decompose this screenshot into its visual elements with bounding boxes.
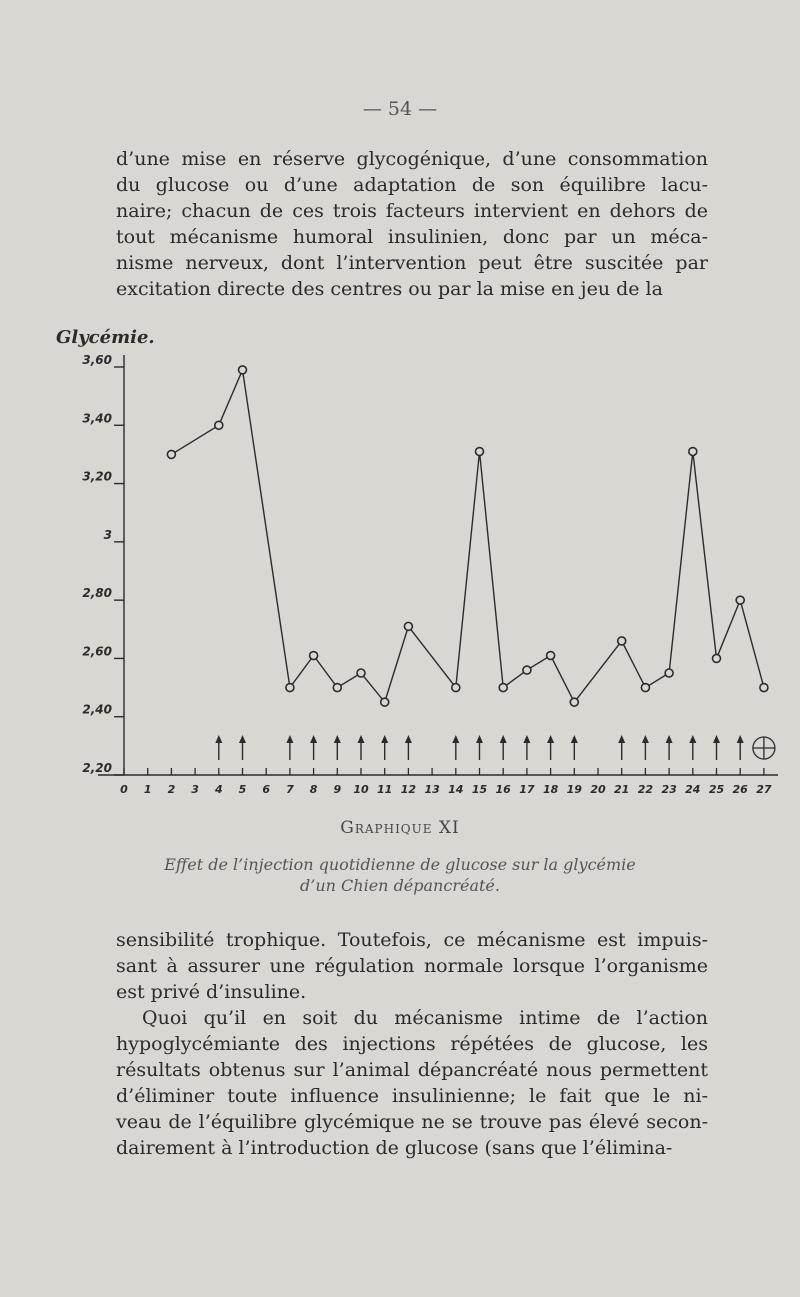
x-tick-label: 1	[143, 783, 152, 796]
injection-arrow-head	[642, 735, 649, 743]
x-tick-label: 13	[424, 783, 440, 796]
caption-line: d’un Chien dépancréaté.	[300, 876, 500, 895]
text-line: nisme nerveux, dont l’intervention peut être suscitée par	[116, 252, 708, 274]
data-point	[476, 448, 484, 456]
x-tick-label: 9	[333, 783, 342, 796]
x-tick-label: 22	[637, 783, 654, 796]
x-tick-label: 16	[495, 783, 511, 796]
y-tick-label: 2,80	[82, 586, 112, 601]
data-point	[357, 669, 365, 677]
injection-arrow-head	[737, 735, 744, 743]
data-point	[452, 684, 460, 692]
x-tick-label: 18	[542, 783, 559, 796]
text-line: Quoi qu’il en soit du mécanisme intime de l’action	[142, 1007, 708, 1029]
injection-arrow-head	[500, 735, 507, 743]
x-tick-label: 10	[353, 783, 369, 796]
injection-arrow-head	[405, 735, 412, 743]
data-point	[333, 684, 341, 692]
x-tick-label: 0	[120, 783, 128, 796]
y-axis-label: Glycémie.	[56, 327, 155, 348]
text-line: sensibilité trophique. Toutefois, ce mécanisme est impuis-	[116, 929, 708, 951]
paragraph-next	[116, 1005, 708, 1161]
x-tick-label: 20	[590, 783, 606, 796]
data-point	[547, 652, 555, 660]
text-line: sant à assurer une régulation normale lorsque l’organisme	[116, 955, 708, 977]
x-tick-label: 2	[167, 783, 176, 796]
injection-arrow-head	[452, 735, 459, 743]
data-point	[523, 666, 531, 674]
y-tick-label: 2,40	[82, 702, 112, 717]
text-line: excitation directe des centres ou par la mise en jeu de la	[116, 278, 663, 300]
injection-arrow-head	[215, 735, 222, 743]
data-point	[286, 684, 294, 692]
data-point	[570, 698, 578, 706]
injection-arrow-head	[310, 735, 317, 743]
text-line: d’une mise en réserve glycogénique, d’une consommation	[116, 148, 708, 170]
x-tick-label: 14	[448, 783, 464, 796]
data-point	[239, 366, 247, 374]
injection-arrow-head	[381, 735, 388, 743]
injection-arrow-head	[713, 735, 720, 743]
x-tick-label: 4	[214, 783, 223, 796]
data-point	[404, 622, 412, 630]
x-tick-label: 12	[400, 783, 417, 796]
x-tick-label: 21	[614, 783, 630, 796]
data-point	[215, 421, 223, 429]
y-tick-label: 3	[103, 527, 112, 542]
paragraph-bottom	[116, 927, 708, 1005]
x-tick-label: 26	[732, 783, 748, 796]
text-line: du glucose ou d’une adaptation de son équilibre lacu-	[116, 174, 708, 196]
x-tick-label: 17	[519, 783, 535, 796]
data-point	[713, 654, 721, 662]
y-tick-label: 3,60	[82, 353, 112, 367]
series-line	[171, 370, 764, 702]
text-line: dairement à l’introduction de glucose (sans que l’élimina-	[116, 1137, 673, 1159]
y-tick-label: 3,40	[82, 411, 112, 426]
data-point	[641, 684, 649, 692]
x-tick-label: 11	[377, 783, 393, 796]
injection-arrow-head	[286, 735, 293, 743]
injection-arrow-head	[523, 735, 530, 743]
y-tick-label: 2,20	[82, 761, 112, 775]
x-tick-label: 6	[262, 783, 271, 796]
data-point	[736, 596, 744, 604]
injection-arrow-head	[618, 735, 625, 743]
data-point	[618, 637, 626, 645]
data-point	[760, 684, 768, 692]
data-point	[381, 698, 389, 706]
x-tick-label: 8	[309, 783, 318, 796]
figure-caption	[0, 854, 800, 896]
y-tick-label: 3,20	[82, 469, 112, 484]
text-line: naire; chacun de ces trois facteurs intervient en dehors de	[116, 200, 708, 222]
data-point	[665, 669, 673, 677]
x-tick-label: 5	[238, 783, 247, 796]
x-tick-label: 25	[708, 783, 725, 796]
figure-title: Graphique XI	[340, 818, 460, 838]
injection-arrow-head	[666, 735, 673, 743]
x-tick-label: 24	[685, 783, 701, 796]
injection-arrow-head	[547, 735, 554, 743]
text-line: est privé d’insuline.	[116, 981, 307, 1003]
x-tick-label: 3	[191, 783, 199, 796]
x-tick-label: 27	[756, 783, 772, 796]
page-number: — 54 —	[362, 98, 438, 120]
data-point	[310, 652, 318, 660]
x-tick-label: 19	[566, 783, 582, 796]
x-tick-label: 7	[286, 783, 294, 796]
text-line: tout mécanisme humoral insulinien, donc par un méca-	[116, 226, 708, 248]
injection-arrow-head	[358, 735, 365, 743]
data-point	[167, 450, 175, 458]
y-tick-label: 2,60	[82, 644, 112, 659]
text-line: veau de l’équilibre glycémique ne se trouve pas élevé secon-	[116, 1111, 708, 1133]
text-line: hypoglycémiante des injections répétées de glucose, les	[116, 1033, 708, 1055]
text-line: résultats obtenus sur l’animal dépancréaté nous permettent	[116, 1059, 708, 1081]
injection-arrow-head	[689, 735, 696, 743]
text-line: d’éliminer toute influence insulinienne; le fait que le ni-	[116, 1085, 708, 1107]
injection-arrow-head	[239, 735, 246, 743]
injection-arrow-head	[334, 735, 341, 743]
x-tick-label: 15	[471, 783, 488, 796]
data-point	[499, 684, 507, 692]
paragraph-top	[116, 146, 708, 302]
injection-arrow-head	[571, 735, 578, 743]
x-tick-label: 23	[661, 783, 677, 796]
caption-line: Effet de l’injection quotidienne de glucose sur la glycémie	[164, 855, 636, 874]
injection-arrow-head	[476, 735, 483, 743]
data-point	[689, 448, 697, 456]
glycemia-chart	[0, 315, 800, 805]
